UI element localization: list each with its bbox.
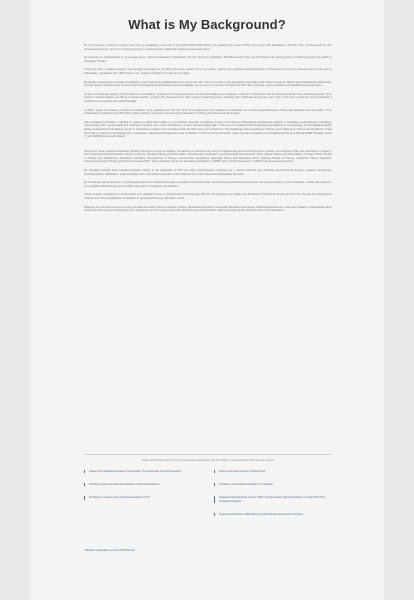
paragraph-11: I have recently completed a 6 month school post graduate course in Sensorimotor Psychotherapy (SP-PT) with Professor Pat Ogden and Professor of Psychiatry, Bessel van der Kolk, through the Sensorimotor Institute, and a Post Qualification Certification in Neuropsychotherapy with Peter Levine.: [84, 193, 332, 201]
paragraph-5: As part of my therapy training I did my Diploma in Counselling, a 100 hours of training in Person-Centred Counselling and completed a minimum of 100 clients with an ethical framework and a clinical supervisor. I then worked in clinical practice, as well as in private practice, working with clients across a wide range of presenting issues, including both individuals and groups, and I took on the role of supervisor and contributed to research as a counsellor and psychotherapist.: [84, 92, 332, 103]
membership-label: Practitioner of the International Association of Trauma Practitioners: [89, 483, 160, 487]
paragraph-2: As I pursued my independence in my teenage years, I became interested in Martial Arts, Tai Chi, Chi Gung, Meditation, Mindfulness and Yoga, and this became the starting point on a lifelong journey into Holistic & Integrative Therapy.: [84, 56, 332, 63]
paragraph-1: My first exposure to trauma in infancy was with my Grandfather, a survivor of the Second World War (WW2). He suffered from severe PTSD, and he died with flashbacks in the 90s. This, combined with my own personal experiences, put me on a lifelong journey to understand the relationship between people and trauma.: [84, 44, 332, 51]
paragraph-10: My knowledge and competence in psychological aspects is evidenced through my academic and clinical work, and continual professional development and ongoing training in new knowledge, models and methods. I am a qualified Clinical Supervisor and offer supervision to therapists and clinicians.: [84, 181, 332, 188]
paragraph-3: It was only when I studied a degree I was strongly encouraged to do rather than what I wanted, but in my opinion I gained very insightful analytical thinking, but lost interest in my own personal views on life and my individuality. I graduated with a BSc Honours 2:1, and went straight on to train as a therapist.: [84, 68, 332, 75]
link-accent-bar: [84, 496, 85, 499]
membership-label: Registered Practitioner, EMDR (EU) Accredited Register Endorsement Analysis: [219, 512, 303, 516]
memberships-left-column: [84, 470, 202, 510]
link-accent-bar: [214, 470, 215, 473]
membership-label: Fellow of the Royal Society of Public Health: [219, 470, 266, 473]
paragraph-4: My therapy training was eventually accredited to Level 5 and these qualifications have served me well. I went on to train in the appropriate counselling skills within a range of different psychotherapeutic frameworks, through various workshops and courses in both Psychodynamic and Person-Centred modalities, but as part of my journey I incorporated CBT, NLP, coaching, psycho-education and Mindfulness among others.: [84, 80, 332, 88]
paragraph-12: Although you cannot be sure some of my specialist time helps Trauma, Complex Trauma, Dissociative Disorders, Personality Disorders and Adverse Childhood Experiences, I have also studied in related fields where trauma has been present including long term depression, chronic anxiety, personality disorders and mood disorders, finding a broadly similar overall picture in both populations.: [84, 205, 332, 213]
page-panel: [30, 0, 384, 600]
page-title: What is My Background?: [128, 17, 286, 32]
link-accent-bar: [84, 483, 85, 486]
link-accent-bar: [214, 496, 215, 502]
membership-label: Practitioner: International Association of Therapists: [219, 483, 273, 487]
paragraph-6: In 2000 I began the process of further accreditation, post graduate level with the UKCP, the professional body leading to accreditation as a clinical psychotherapist, clinical hypnotherapist and counsellor. I then incorporated mindfulness and CBT among other methods, and found I was becoming interested in working with trauma and dissociation.: [84, 108, 332, 116]
paragraph-7: After relocating to Scotland I decided to update my skills while building a new practice, and after completing a range of Continuous Professional Development updates in integrative psychotherapy, counselling, hypnotherapy, NLP, mental health and coaching at levels 5 and 7 I then embarked on a more focused training path. In this time I completed a MSc Psychology (specialising in traumatology), an Occupational Health, Safety and Environmental Diploma (Level 7) and became a trainer and consultant within the field. Along with a Diploma in Psychotherapy and Counselling in Trauma, and a Diploma in Trauma and Resilience, I have continued my training in Psychology with a Certificate in Mental Health Awareness and Certificate in Trauma Informed Practice. I have now also completed my accredited training as a Clinical EMDR Therapist (Level 7), with EMDR Europe accreditation.: [84, 120, 332, 139]
membership-link-ctha[interactable]: [84, 496, 202, 499]
paragraph-8: Since then I have completed Specialist Clinical Trainings in a range of subjects, all requiring a minimum entry level of a Masters Degree and full licensing in practice, and requiring a fifth year supervision to qualify; I have completed Clinical Specialty Training in Trauma, Complex trauma and Dissociation, internationally recognised, board accredited and approved. These include Trauma and Dissociation, Complex PTSD, Trauma in Children and Adolescents, Attachment Disorders, Neuroscience of Trauma, Sensorimotor Approaches, Polyvagal Theory and Mind-Body Work, Cognitive Models of Trauma, Integrative Trauma Treatment, Attachment Focused Therapy and Trauma-Focused CBT. I have completed and am an accredited practitioner in EMDR, and a Clinical Supervisor in EMDR and trauma-based practice.: [84, 149, 332, 164]
link-accent-bar: [214, 483, 215, 486]
membership-label: Practitioner: Complementary Therapist Association CThA*: [89, 496, 151, 500]
memberships-right-column: [214, 470, 332, 526]
registrations-note: Please click the links below to view my professional registrations, and I am happy to share any further information on request.: [141, 459, 275, 462]
link-accent-bar: [84, 470, 85, 473]
membership-link-emdr[interactable]: [214, 513, 332, 516]
membership-label: Fellow of the National Association of Counsellors, Hypnotherapists & Psychotherapists*: [89, 470, 182, 473]
footer-divider: [84, 454, 332, 455]
background-text: [84, 44, 332, 218]
membership-label: Registered Hypnotherapist with the CNHC (Complementary Natural Healthcare Council) While CThA Accredited Registers: [219, 496, 326, 503]
paragraph-9: My specialist trainings have included specialist training in the application of CBT and other psychotherapy techniques as a trauma informed way, including trauma-focused therapy, cognitive restructuring, psychoeducation, stabilisation, exposure-based work, and relapse prevention in the treatment of complex trauma and dissociative disorders.: [84, 169, 332, 176]
membership-link-iatp[interactable]: [84, 483, 202, 486]
validation-footnote: *Validation organisations for the CNHC PSA AR: [84, 549, 135, 552]
membership-link-cnhc[interactable]: [214, 496, 332, 502]
membership-link-rsph[interactable]: [214, 470, 332, 473]
membership-link-ncs[interactable]: [84, 470, 202, 473]
link-accent-bar: [214, 513, 215, 516]
membership-link-iat[interactable]: [214, 483, 332, 486]
